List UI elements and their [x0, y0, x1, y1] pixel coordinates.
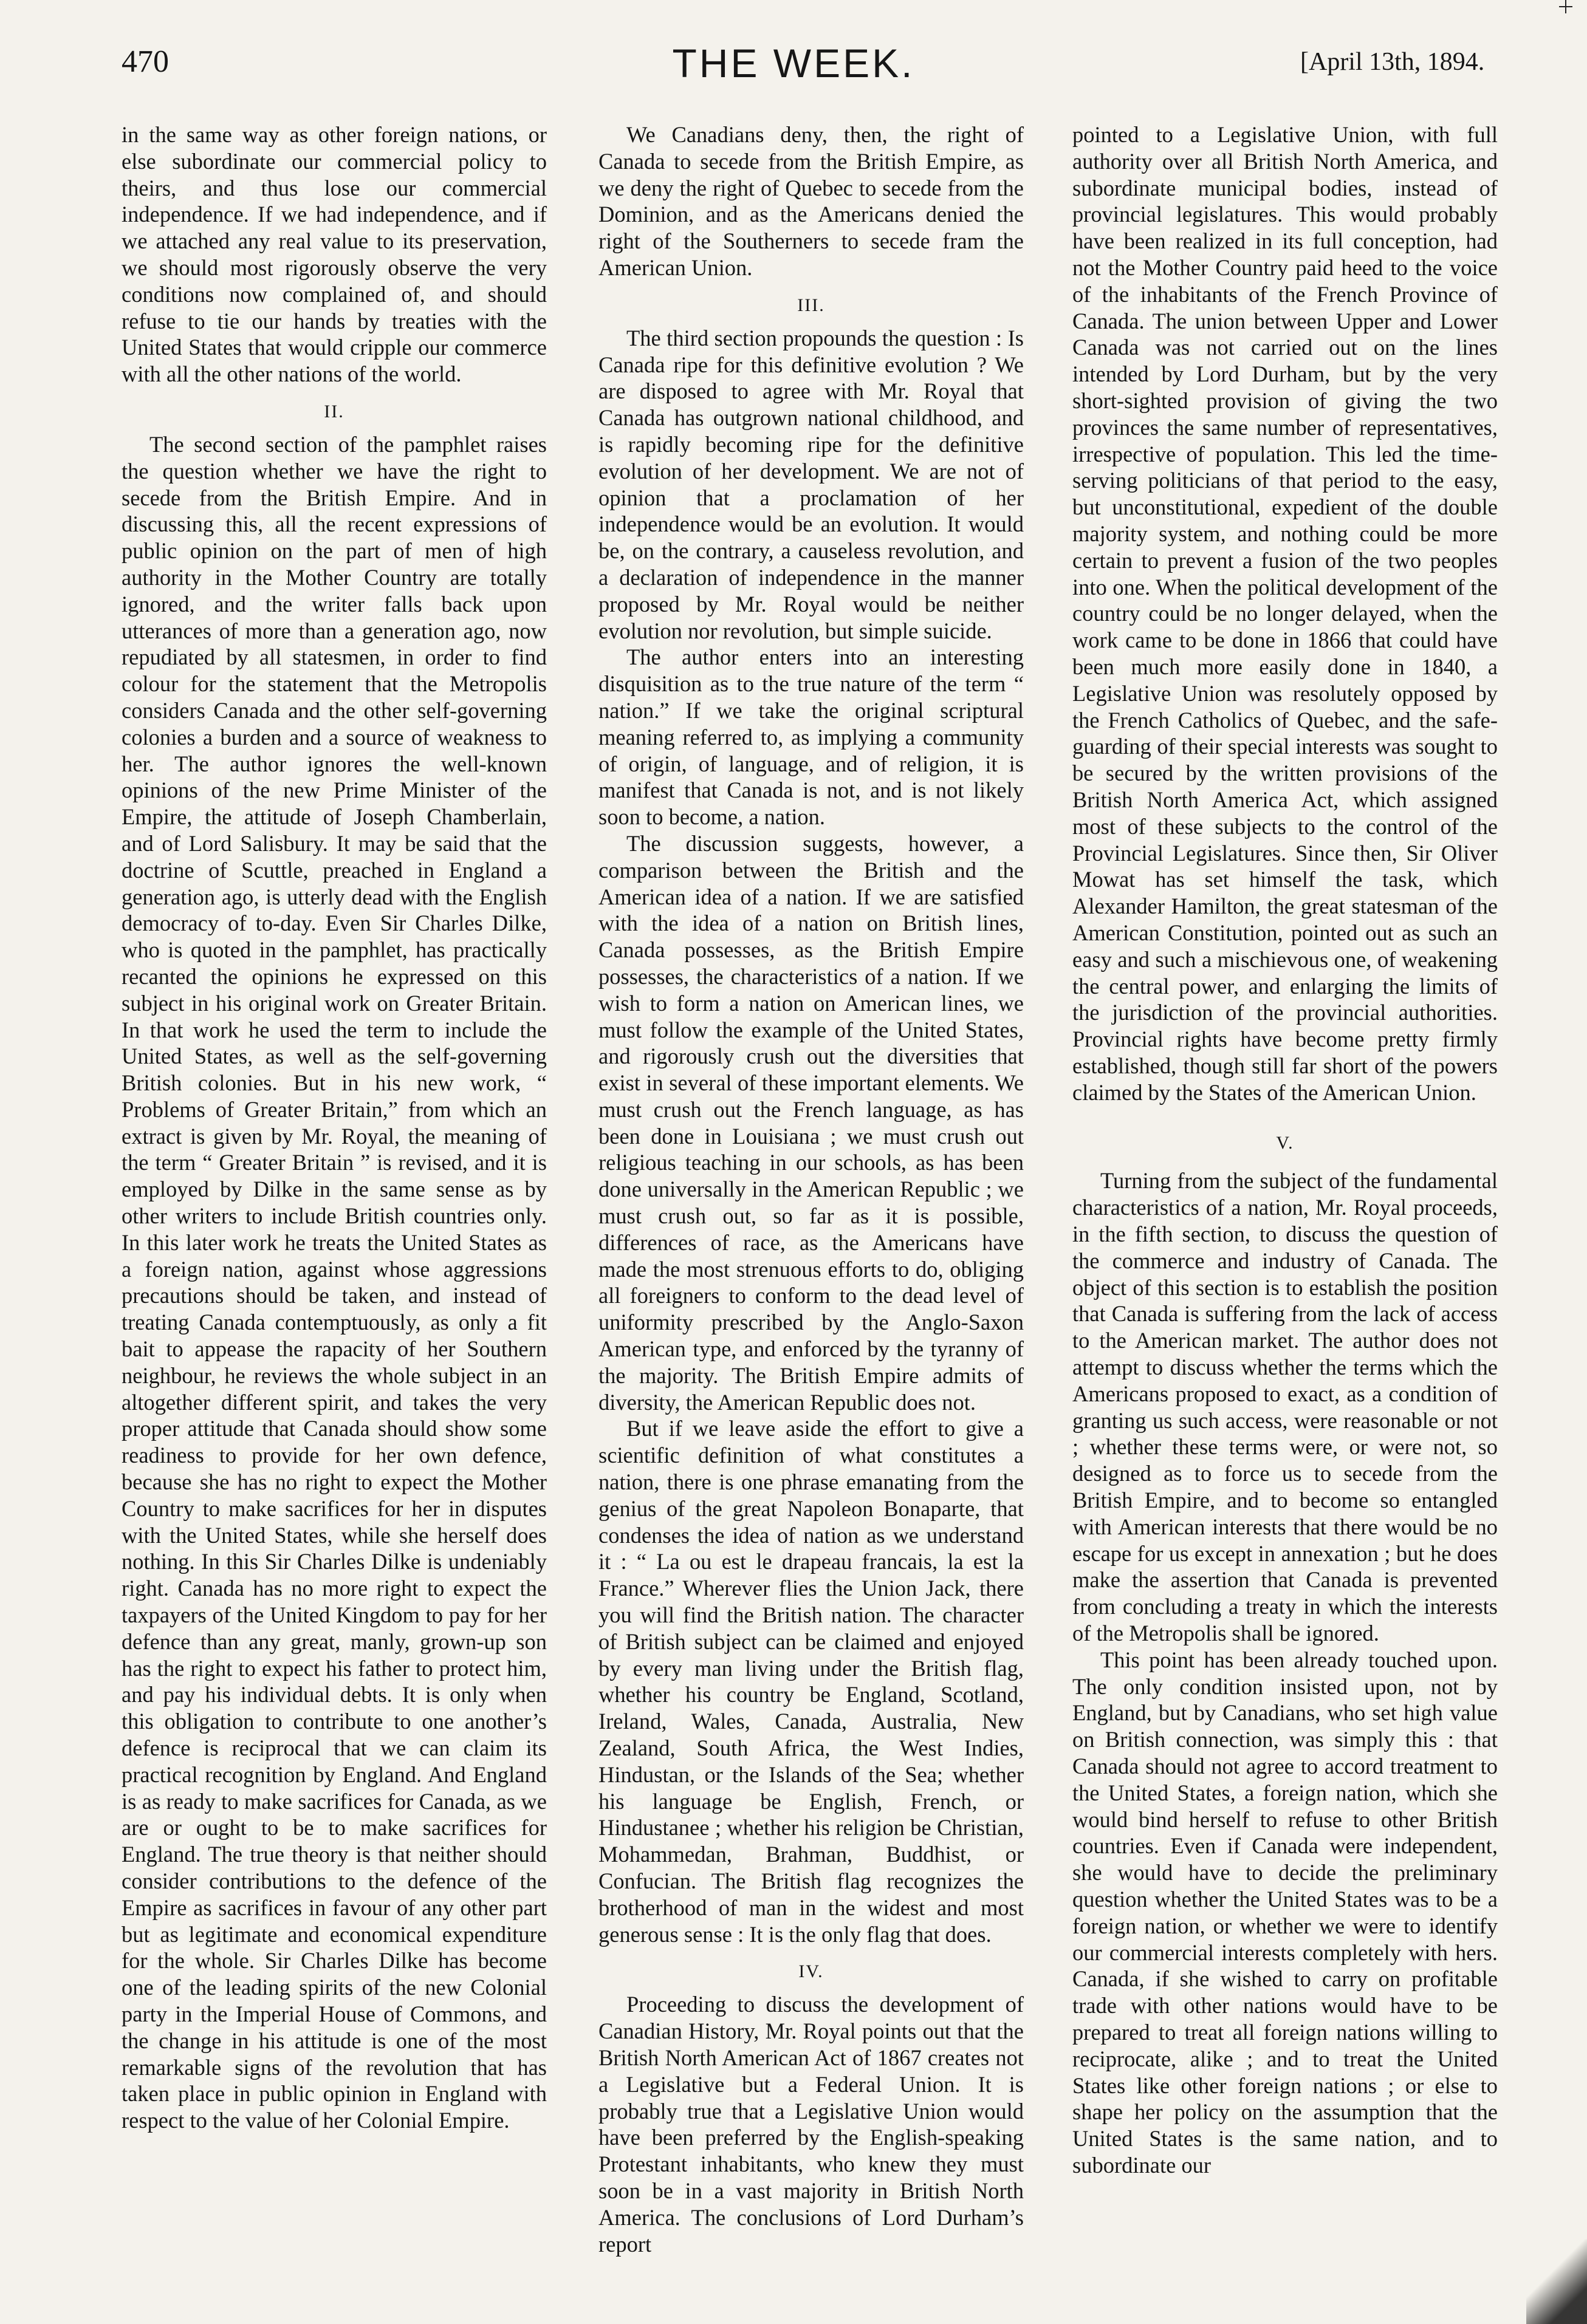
text-column-3: [1072, 121, 1498, 2179]
scan-corner-shadow: [1526, 2239, 1587, 2324]
section-number: V.: [1276, 1133, 1294, 1153]
paragraph: The author enters into an interesting disquisition as to the true nature of the term “ nation.” If we take the original scriptural meaning referred to, as implying a community of origin, of language, and of religion, it is manifest that Canada is not, and is not likely soon to become, a nation.: [598, 644, 1024, 830]
section-number: III.: [797, 295, 825, 315]
page-header: [0, 0, 1587, 121]
journal-title: THE WEEK.: [672, 41, 915, 86]
section-number: IV.: [798, 1961, 824, 1982]
corner-mark: [1559, 0, 1572, 13]
text-column-2: [598, 121, 1024, 2257]
paragraph: The discussion suggests, however, a comparison between the British and the American idea of a nation. If we are satisfied with the idea of a nation on British lines, Canada possesses, as the British Empire possesses, the characteristics of a nation. If we wish to form a nation on American lines, we must follow the example of the United States, and rigorously crush out the diversities that exist in several of these important elements. We must crush out the French language, as has been done in Louisiana ; we must crush out religious teaching in our schools, as has been done universally in the American Republic ; we must crush out, so far as it is possible, differences of race, as the Americans have made the most strenuous efforts to do, obliging all foreigners to conform to the dead level of uniformity prescribed by the Anglo-Saxon American type, and enforced by the tyranny of the majority. The British Empire admits of diversity, the American Republic does not.: [598, 830, 1024, 1415]
paragraph: But if we leave aside the effort to give a scientific definition of what constitutes a nation, there is one phrase emanating from the genius of the great Napoleon Bonaparte, that condenses the idea of nation as we understand it : “ La ou est le drapeau francais, la est la France.” Wherever flies the Union Jack, there you will find the British nation. The character of British subject can be claimed and enjoyed by every man living under the British flag, whether his country be England, Scotland, Ireland, Wales, Canada, Australia, New Zealand, South Africa, the West Indies, Hindustan, or the Islands of the Sea; whether his language be English, French, or Hindustanee ; whether his religion be Christian, Mohammedan, Brahman, Buddhist, or Confucian. The British flag recognizes the brotherhood of man in the widest and most generous sense : It is the only flag that does.: [598, 1416, 1024, 1947]
paragraph: We Canadians deny, then, the right of Canada to secede from the British Empire, as we deny the right of Quebec to secede from the Dominion, and as the Americans denied the right of the Southerners to secede fram the American Union.: [598, 122, 1024, 280]
paragraph: This point has been already touched upon. The only condition insisted upon, not by England, but by Canadians, who set high value on British connection, was simply this : that Canada should not agree to accord treatment to the United States, a foreign nation, which she would bind herself to refuse to other British countries. Even if Canada were independent, she would have to decide the preliminary question whether the United States was to be a foreign nation, or whether we were to identify our commercial interests completely with hers. Canada, if she wished to carry on profitable trade with other nations would have to be prepared to treat all foreign nations willing to reciprocate, alike ; and to treat the United States like other foreign nations ; or else to shape her policy on the assumption that the United States is the same nation, and to subordinate our: [1072, 1647, 1498, 2178]
section-number: II.: [324, 401, 344, 422]
paragraph: Turning from the subject of the fundamental characteristics of a nation, Mr. Royal proceeds, in the fifth section, to discuss the question of the commerce and industry of Canada. The object of this section is to establish the position that Canada is suffering from the lack of access to the American market. The author does not attempt to discuss whether the terms which the Americans proposed to exact, as a condition of granting us such access, were reasonable or not ; whether these terms were, or were not, so designed as to force us to secede from the British Empire, and to become so entangled with American interests that there would be no escape for us except in annexation ; but he does make the assertion that Canada is prevented from concluding a treaty in which the interests of the Metropolis shall be ignored.: [1072, 1168, 1498, 1646]
paragraph: The third section propounds the question : Is Canada ripe for this definitive evolution ? We are disposed to agree with Mr. Royal that Canada has outgrown national childhood, and is rapidly becoming ripe for the definitive evolution of her development. We are not of opinion that a proclamation of her independence would be an evolution. It would be, on the contrary, a causeless revolution, and a declaration of independence in the manner proposed by Mr. Royal would be neither evolution nor revolution, but simple suicide.: [598, 325, 1024, 643]
paragraph: The second section of the pamphlet raises the question whether we have the right to secede from the British Empire. And in discussing this, all the recent expressions of public opinion on the part of men of high authority in the Mother Country are totally ignored, and the writer falls back upon utterances of more than a generation ago, now repudiated by all statesmen, in order to find colour for the statement that the Metropolis considers Canada and the other self-governing colonies a burden and a source of weakness to her. The author ignores the well-known opinions of the new Prime Minister of the Empire, the attitude of Joseph Chamberlain, and of Lord Salisbury. It may be said that the doctrine of Scuttle, preached in England a generation ago, is utterly dead with the English democracy of to-day. Even Sir Charles Dilke, who is quoted in the pamphlet, has practically recanted the opinions he expressed on this subject in his original work on Greater Britain. In that work he used the term to include the United States, as well as the self-governing British colonies. But in his new work, “ Problems of Greater Britain,” from which an extract is given by Mr. Royal, the meaning of the term “ Greater Britain ” is revised, and it is employed by Dilke in the same sense as by other writers to include British countries only. In this later work he treats the United States as a foreign nation, against whose aggressions precautions should be taken, and instead of treating Canada contemptuously, as only a fit bait to appease the rapacity of her Southern neighbour, he reviews the whole subject in an altogether different spirit, and takes the very proper attitude that Canada should show some readiness to provide for her own defence, because she has no right to expect the Mother Country to make sacrifices for her in disputes with the United States, while she herself does nothing. In this Sir Charles Dilke is undeniably right. Canada has no more right to expect the taxpayers of the United Kingdom to pay for her defence than any great, manly, grown-up son has the right to expect his father to protect him, and pay his individual debts. It is only when this obligation to contribute to one another’s defence is reciprocal that we can claim its practical recognition by England. And England is as ready to make sacrifices for Canada, as we are or ought to be to make sacrifices for England. The true theory is that neither should consider contributions to the defence of the Empire as sacrifices in favour of any other part but as legitimate and economical expenditure for the whole. Sir Charles Dilke has become one of the leading spirits of the new Colonial party in the Imperial House of Commons, and the change in his attitude is one of the most remarkable signs of the revolution that has taken place in public opinion in England with respect to the value of her Colonial Empire.: [122, 431, 547, 2133]
paragraph: pointed to a Legislative Union, with full authority over all British North America, and subordinate municipal bodies, instead of provincial legislatures. This would probably have been realized in its full conception, had not the Mother Country paid heed to the voice of the inhabitants of the French Province of Canada. The union between Upper and Lower Canada was not carried out on the lines intended by Lord Durham, but by the very short-sighted provision of giving the two provinces the same number of representatives, irrespective of population. This led the time-serving politicians of that period to the easy, but unconstitutional, expedient of the double majority system, and nothing could be more certain to prevent a fusion of the two peoples into one. When the political development of the country could be no longer delayed, when the work came to be done in 1866 that could have been much more easily done in 1840, a Legislative Union was resolutely opposed by the French Catholics of Quebec, and the safe-guarding of their special interests was sought to be secured by the written provisions of the British North America Act, which assigned most of these subjects to the control of the Provincial Legislatures. Since then, Sir Oliver Mowat has set himself the task, which Alexander Hamilton, the great statesman of the American Constitution, pointed out as such an easy and such a mischievous one, of weakening the central power, and enlarging the limits of the jurisdiction of the provincial authorities. Provincial rights have become pretty firmly established, though still far short of the powers claimed by the States of the American Union.: [1072, 122, 1498, 1105]
issue-date: [April 13th, 1894.: [1300, 48, 1485, 76]
paragraph: Proceeding to discuss the development of Canadian History, Mr. Royal points out that the British North American Act of 1867 creates not a Legislative but a Federal Union. It is probably true that a Legislative Union would have been preferred by the English-speaking Protestant inhabitants, who knew they must soon be in a vast majority in British North America. The conclusions of Lord Durham’s report: [598, 1992, 1024, 2257]
paragraph: in the same way as other foreign nations, or else subordinate our commercial policy to theirs, and thus lose our commercial independence. If we had independence, and if we attached any real value to its preservation, we should most rigorously observe the very conditions now complained of, and should refuse to tie our hands by treaties with the United States that would cripple our commerce with all the other nations of the world.: [122, 122, 547, 387]
text-column-1: [122, 121, 547, 2134]
page-number: 470: [122, 44, 169, 79]
